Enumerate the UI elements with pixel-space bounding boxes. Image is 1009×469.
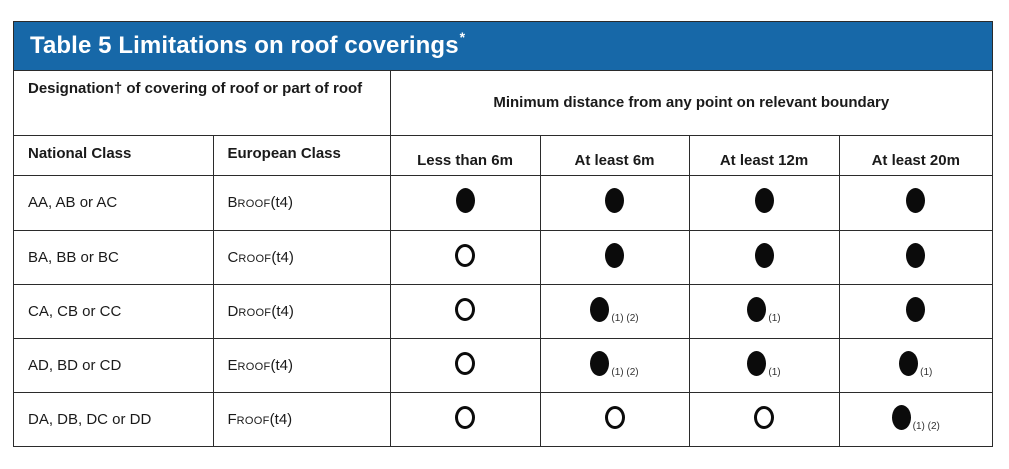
limitation-mark [605, 243, 624, 268]
limitation-mark [899, 351, 932, 376]
table-row [14, 284, 992, 338]
european-class-cell [213, 284, 390, 338]
limitation-mark [747, 297, 780, 322]
limitation-cell [540, 230, 689, 284]
header-row-top [14, 71, 992, 135]
filled-circle-icon [906, 243, 925, 268]
limitation-mark [755, 188, 774, 213]
filled-circle-icon [906, 188, 925, 213]
table-row [14, 230, 992, 284]
filled-circle-icon [605, 188, 624, 213]
open-circle-icon [754, 406, 774, 429]
european-class-suffix: (t4) [271, 302, 294, 320]
european-class-cell [213, 338, 390, 392]
limitation-mark [747, 351, 780, 376]
limitation-cell [689, 230, 839, 284]
limitation-mark [456, 188, 475, 213]
filled-circle-icon [892, 405, 911, 430]
limitation-cell [839, 338, 992, 392]
national-class-cell: AD, BD or CD [14, 338, 213, 392]
limitation-mark [455, 298, 475, 321]
european-class-suffix: (t4) [270, 194, 293, 211]
distance-header-20m: At least 20m [839, 135, 992, 175]
limitation-mark [455, 406, 475, 429]
filled-circle-icon [755, 188, 774, 213]
limitation-cell [540, 338, 689, 392]
limitation-mark [590, 297, 638, 322]
european-class-suffix: (t4) [269, 410, 293, 428]
roof-coverings-table [13, 21, 993, 447]
filled-circle-icon [747, 297, 766, 322]
min-distance-header: Minimum distance from any point on relevant boundary [390, 71, 992, 135]
limitation-mark [892, 405, 940, 430]
distance-header-less-6m: Less than 6m [390, 135, 540, 175]
filled-circle-icon [605, 243, 624, 268]
limitation-cell [540, 284, 689, 338]
limitation-mark [455, 244, 475, 267]
table-title-bar [14, 22, 992, 71]
limitation-cell [390, 392, 540, 446]
limitation-cell [839, 284, 992, 338]
european-class-suffix: (t4) [270, 356, 293, 374]
limitation-cell [839, 230, 992, 284]
limitation-mark [906, 188, 925, 213]
limitations-grid [14, 71, 992, 446]
open-circle-icon [455, 298, 475, 321]
designation-header: Designation† of covering of roof or part of roof [14, 71, 390, 135]
table-title: Table 5 Limitations on roof coverings [30, 32, 459, 59]
filled-circle-icon [456, 188, 475, 213]
open-circle-icon [455, 244, 475, 267]
european-class-letter: E [227, 356, 238, 374]
limitation-mark [906, 297, 925, 322]
limitation-mark [605, 188, 624, 213]
table-row [14, 338, 992, 392]
limitation-cell [689, 392, 839, 446]
footnote-reference: (1) (2) [611, 366, 639, 378]
european-class-cell [213, 230, 390, 284]
limitation-cell [839, 175, 992, 230]
open-circle-icon [455, 352, 475, 375]
limitation-cell [689, 175, 839, 230]
limitation-mark [605, 406, 625, 429]
limitation-cell [689, 284, 839, 338]
european-class-letter: F [227, 410, 237, 428]
limitation-mark [754, 406, 774, 429]
footnote-reference: (1) (2) [912, 420, 940, 432]
distance-header-6m: At least 6m [540, 135, 689, 175]
european-class-header: European Class [213, 135, 390, 175]
national-class-cell: AA, AB or AC [14, 175, 213, 230]
national-class-header: National Class [14, 135, 213, 175]
footnote-reference: (1) [768, 312, 781, 324]
limitation-cell [390, 230, 540, 284]
filled-circle-icon [747, 351, 766, 376]
open-circle-icon [455, 406, 475, 429]
limitation-mark [590, 351, 638, 376]
footnote-reference: (1) (2) [611, 312, 639, 324]
open-circle-icon [605, 406, 625, 429]
table-row [14, 175, 992, 230]
footnote-reference: (1) [920, 366, 933, 378]
european-class-roof: ROOF [237, 360, 271, 373]
european-class-roof: ROOF [237, 198, 271, 210]
national-class-cell: BA, BB or BC [14, 230, 213, 284]
limitation-cell [390, 175, 540, 230]
european-class-letter: C [227, 248, 239, 266]
filled-circle-icon [590, 297, 609, 322]
limitation-cell [390, 284, 540, 338]
european-class-roof: ROOF [236, 414, 270, 427]
national-class-cell: CA, CB or CC [14, 284, 213, 338]
distance-header-12m: At least 12m [689, 135, 839, 175]
header-row-classes [14, 135, 992, 175]
european-class-letter: B [227, 194, 238, 211]
european-class-cell [213, 175, 390, 230]
european-class-roof: ROOF [238, 306, 272, 319]
limitation-cell [839, 392, 992, 446]
title-footnote-marker: * [459, 29, 466, 45]
footnote-reference: (1) [768, 366, 781, 378]
table-row [14, 392, 992, 446]
filled-circle-icon [906, 297, 925, 322]
limitation-cell [390, 338, 540, 392]
filled-circle-icon [590, 351, 609, 376]
limitation-mark [755, 243, 774, 268]
limitation-mark [906, 243, 925, 268]
limitation-mark [455, 352, 475, 375]
european-class-letter: D [227, 302, 239, 320]
european-class-suffix: (t4) [271, 248, 294, 266]
limitation-cell [540, 392, 689, 446]
european-class-cell [213, 392, 390, 446]
limitation-cell [689, 338, 839, 392]
european-class-roof: ROOF [238, 252, 272, 265]
filled-circle-icon [899, 351, 918, 376]
filled-circle-icon [755, 243, 774, 268]
limitation-cell [540, 175, 689, 230]
national-class-cell: DA, DB, DC or DD [14, 392, 213, 446]
